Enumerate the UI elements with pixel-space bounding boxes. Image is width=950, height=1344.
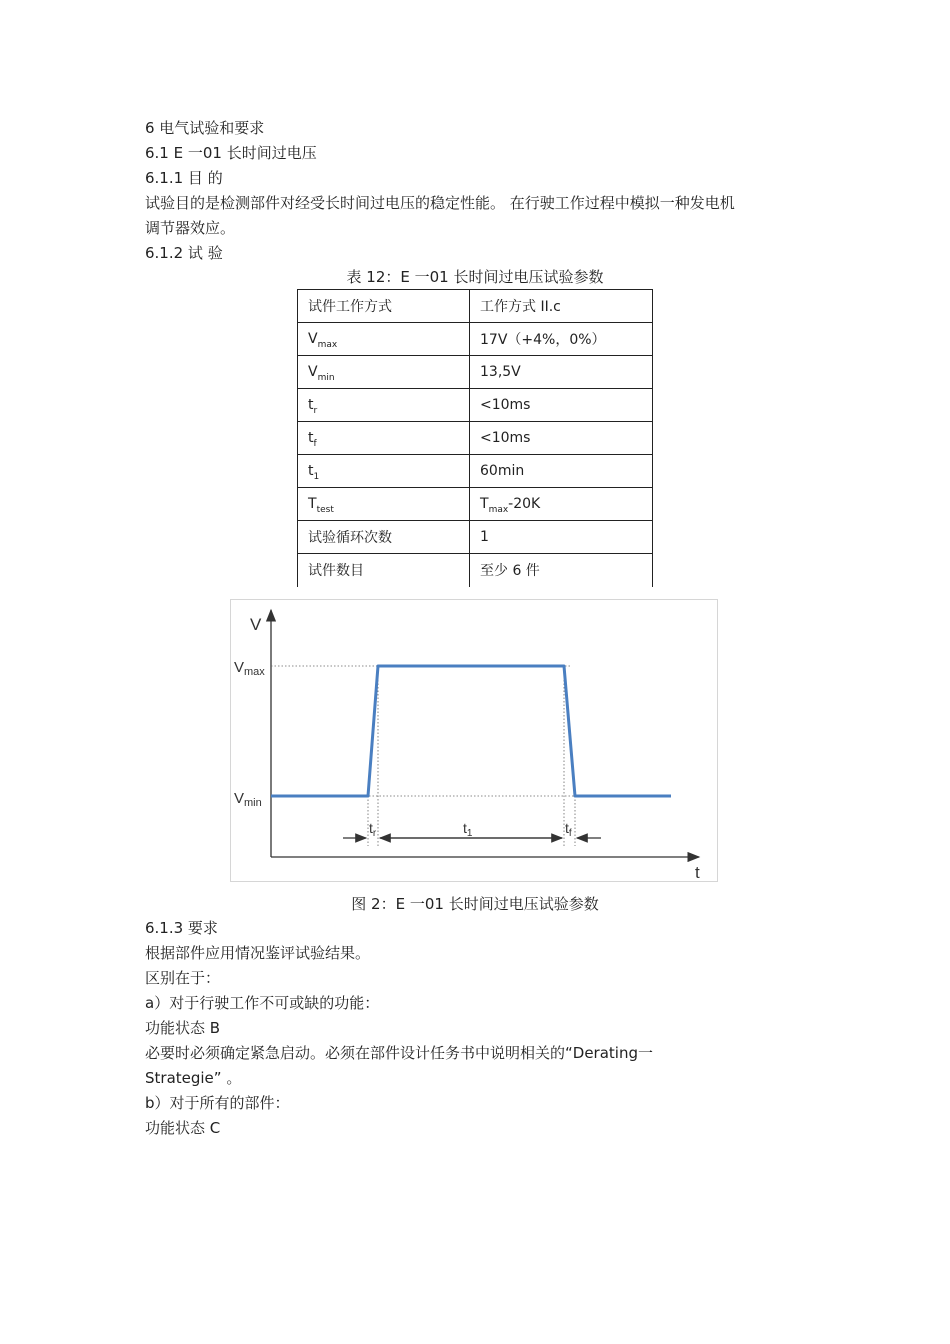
parameter-value: 17V（+4%，0%）	[480, 332, 606, 348]
function-state-b: 功能状态 B	[145, 1019, 221, 1037]
parameter-label: t	[308, 430, 314, 446]
parameter-label-subscript: test	[316, 505, 334, 515]
parameter-value-cell	[470, 323, 653, 356]
heading-6: 6 电气试验和要求	[145, 119, 265, 137]
voltage-signal-line	[271, 666, 671, 796]
parameter-label: 试件数目	[308, 563, 364, 580]
parameter-value-cell	[470, 488, 653, 521]
requirements-line6: Strategie” 。	[145, 1069, 242, 1087]
table-row	[298, 356, 653, 389]
parameter-label-cell	[298, 290, 470, 323]
x-axis-label: t	[695, 863, 700, 882]
parameter-label-cell	[298, 356, 470, 389]
parameter-value: <10ms	[480, 397, 531, 413]
parameter-value-cell	[470, 455, 653, 488]
parameter-label: V	[308, 364, 318, 380]
purpose-text-line1: 试验目的是检测部件对经受长时间过电压的稳定性能。 在行驶工作过程中模拟一种发电机	[145, 194, 735, 212]
parameter-value-suffix: -20K	[508, 496, 541, 512]
requirements-line5: 必要时必须确定紧急启动。必须在部件设计任务书中说明相关的“Derating一	[145, 1044, 653, 1062]
parameter-label-cell	[298, 554, 470, 587]
parameter-value: 1	[480, 529, 489, 545]
parameter-label-subscript: r	[313, 406, 318, 416]
purpose-text-line2: 调节器效应。	[145, 219, 236, 237]
table-row	[298, 422, 653, 455]
parameter-label: 试件工作方式	[308, 299, 392, 315]
voltage-waveform-figure	[230, 599, 718, 882]
requirements-line1: 根据部件应用情况鉴评试验结果。	[145, 944, 371, 962]
parameter-value-cell	[470, 356, 653, 389]
parameter-label-subscript: 1	[313, 472, 320, 482]
requirements-line2: 区别在于：	[145, 969, 221, 987]
t1-label: $t_1$	[463, 820, 473, 839]
parameter-value-cell	[470, 554, 653, 587]
parameter-value: 60min	[480, 463, 525, 479]
table-row	[298, 488, 653, 521]
parameter-value-subscript: max	[488, 505, 509, 515]
tf-label: $t_f$	[565, 820, 572, 839]
table-row	[298, 455, 653, 488]
parameter-label: 试验循环次数	[308, 530, 392, 546]
parameter-value: 工作方式 II.c	[480, 299, 561, 315]
parameter-label-subscript: f	[313, 439, 317, 449]
parameter-value-cell	[470, 422, 653, 455]
parameter-label-cell	[298, 488, 470, 521]
table-row	[298, 554, 653, 587]
heading-6-1: 6.1 E 一01 长时间过电压	[145, 144, 317, 162]
table-row	[298, 290, 653, 323]
requirements-line3: a）对于行驶工作不可或缺的功能：	[145, 994, 380, 1012]
parameter-label: T	[308, 496, 317, 512]
parameter-value-cell	[470, 521, 653, 554]
heading-6-1-3: 6.1.3 要求	[145, 919, 218, 937]
parameter-value-cell	[470, 290, 653, 323]
heading-6-1-2: 6.1.2 试 验	[145, 244, 223, 262]
table-row	[298, 389, 653, 422]
parameter-value: T	[480, 496, 489, 512]
parameter-value: 13,5V	[480, 364, 521, 380]
y-axis-label: V	[250, 615, 262, 634]
function-state-c: 功能状态 C	[145, 1119, 221, 1137]
table-row	[298, 323, 653, 356]
parameter-label: V	[308, 331, 318, 347]
parameter-value: 至少 6 件	[480, 563, 540, 580]
parameter-value-cell	[470, 389, 653, 422]
parameter-label-cell	[298, 323, 470, 356]
figure-caption: 图 2：E 一01 长时间过电压试验参数	[351, 895, 599, 913]
parameter-table	[297, 289, 653, 587]
vmin-label: $V_{min}$	[234, 790, 262, 809]
parameter-label-cell	[298, 521, 470, 554]
parameter-value: <10ms	[480, 430, 531, 446]
vmax-label: $V_{max}$	[234, 659, 265, 678]
parameter-label-subscript: min	[317, 373, 335, 383]
parameter-label-cell	[298, 389, 470, 422]
parameter-label-cell	[298, 422, 470, 455]
heading-6-1-1: 6.1.1 目 的	[145, 169, 223, 187]
parameter-label-cell	[298, 455, 470, 488]
waveform-svg	[231, 600, 719, 883]
parameter-label: t	[308, 397, 314, 413]
parameter-label: t	[308, 463, 314, 479]
tr-label: $t_r$	[369, 820, 377, 839]
table-row	[298, 521, 653, 554]
requirements-line7: b）对于所有的部件：	[145, 1094, 290, 1112]
parameter-label-subscript: max	[317, 340, 338, 350]
table-caption: 表 12：E 一01 长时间过电压试验参数	[346, 268, 604, 286]
